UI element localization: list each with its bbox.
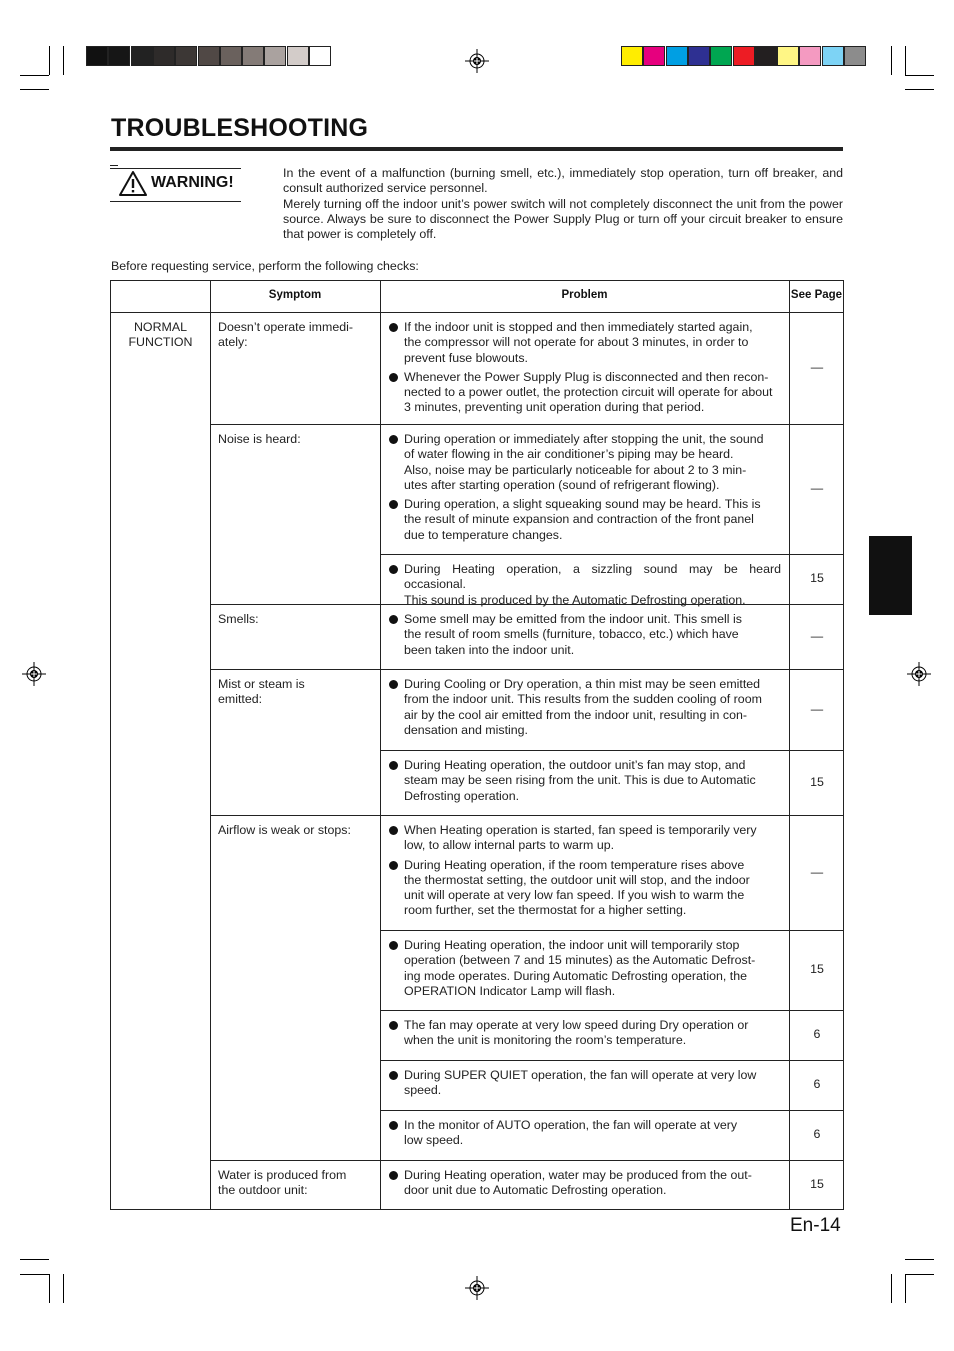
problem-bullet xyxy=(404,612,781,658)
see-page-value: 15 xyxy=(810,962,824,976)
text-line: NORMAL xyxy=(133,320,187,334)
text-line: During Heating operation, water may be produced from the out- xyxy=(404,1168,752,1182)
warning-text xyxy=(283,166,843,242)
text-line: room further, set the thermostat for a higher setting. xyxy=(404,903,687,918)
color-swatch xyxy=(799,46,821,66)
problem-bullet xyxy=(404,497,781,543)
color-swatch xyxy=(287,46,309,66)
bullet-dot-icon xyxy=(389,1071,398,1080)
problem-row-divider xyxy=(380,554,844,555)
text-line: 3 minutes, preventing unit operation during that period. xyxy=(404,400,705,415)
problem-bullet xyxy=(404,432,781,493)
text-line: low speed. xyxy=(404,1133,464,1148)
problem-bullet xyxy=(404,677,781,738)
symptom-row-divider xyxy=(210,815,844,816)
text-line: During SUPER QUIET operation, the fan will operate at very low xyxy=(404,1068,757,1082)
symptom-cell xyxy=(218,1168,378,1199)
text-line: nected to a power outlet, the protection circuit will operate for about xyxy=(404,385,773,400)
bullet-dot-icon xyxy=(389,615,398,624)
header-problem: Problem xyxy=(561,289,608,301)
see-page-value: — xyxy=(810,701,824,716)
color-swatch xyxy=(688,46,710,66)
text-line: the result of room smells (furniture, tobacco, etc.) which have xyxy=(404,627,739,642)
see-page-value: — xyxy=(810,628,824,643)
bullet-dot-icon xyxy=(389,941,398,950)
symptom-row-divider xyxy=(210,424,844,425)
text-line: when the unit is monitoring the room’s temperature. xyxy=(404,1033,687,1048)
color-swatch xyxy=(220,46,242,66)
troubleshooting-table xyxy=(110,280,844,1210)
problem-bullet xyxy=(404,370,781,416)
registration-mark-icon xyxy=(465,1276,489,1300)
bullet-dot-icon xyxy=(389,1171,398,1180)
header-divider xyxy=(111,312,844,313)
text-line: the compressor will not operate for about 3 minutes, in order to xyxy=(404,335,749,350)
see-page-value: 6 xyxy=(813,1127,821,1141)
color-swatch xyxy=(175,46,197,66)
color-swatch xyxy=(153,46,175,66)
text-line: the outdoor unit: xyxy=(218,1183,308,1198)
bullet-dot-icon xyxy=(389,1121,398,1130)
column-divider xyxy=(380,281,381,1210)
see-page-value: — xyxy=(810,360,824,374)
category-label xyxy=(111,320,210,351)
text-line: Noise is heard: xyxy=(218,432,301,446)
text-line: Airflow is weak or stops: xyxy=(218,823,351,837)
see-page-value: — xyxy=(810,481,824,495)
text-line: the thermostat setting, the outdoor unit will stop, and the indoor xyxy=(404,872,750,887)
text-line: steam may be seen rising from the unit. This is due to Automatic xyxy=(404,773,756,788)
color-swatch xyxy=(755,46,777,66)
page-number: En-14 xyxy=(790,1215,841,1236)
text-line: of water flowing in the air conditioner’s piping may be heard. xyxy=(404,447,734,462)
bullet-dot-icon xyxy=(389,435,398,444)
color-swatch xyxy=(198,46,220,66)
text-line: densation and misting. xyxy=(404,722,528,737)
text-line: from the indoor unit. This results from the sudden cooling of room xyxy=(404,692,762,707)
see-page-value: — xyxy=(810,864,824,879)
color-swatch xyxy=(666,46,688,66)
color-swatch xyxy=(86,46,108,66)
bullet-dot-icon xyxy=(389,826,398,835)
color-swatch xyxy=(264,46,286,66)
problem-bullet xyxy=(404,1068,781,1099)
text-line: Smells: xyxy=(218,612,259,626)
problem-bullet xyxy=(404,758,781,804)
bullet-dot-icon xyxy=(389,323,398,332)
see-page-value: 15 xyxy=(810,774,824,789)
column-divider xyxy=(210,281,211,1210)
text-line: unit will operate at very low fan speed. If you wish to warm the xyxy=(404,888,745,903)
problem-row-divider xyxy=(380,1110,844,1111)
column-divider xyxy=(789,281,790,1210)
text-line: During operation, a slight squeaking sound may be heard. This is xyxy=(404,497,761,512)
color-swatch xyxy=(309,46,331,66)
text-line: Mist or steam is xyxy=(218,677,305,691)
color-swatch xyxy=(242,46,264,66)
bullet-dot-icon xyxy=(389,761,398,770)
text-line: When Heating operation is started, fan speed is temporarily very xyxy=(404,823,757,837)
text-line: Defrosting operation. xyxy=(404,788,520,803)
color-swatch xyxy=(108,46,130,66)
problem-bullet xyxy=(404,938,781,999)
warning-triangle-icon xyxy=(118,170,148,197)
text-line: been taken into the indoor unit. xyxy=(404,642,575,657)
bullet-dot-icon xyxy=(389,680,398,689)
see-page-value: 6 xyxy=(813,1077,821,1091)
symptom-cell xyxy=(218,677,378,708)
problem-bullet xyxy=(404,1168,781,1199)
problem-bullet xyxy=(404,823,781,854)
text-line: During Heating operation, if the room temperature rises above xyxy=(404,857,745,872)
problem-bullet xyxy=(404,1018,781,1049)
header-symptom: Symptom xyxy=(268,289,322,301)
registration-mark-icon xyxy=(22,662,46,686)
warning-tick xyxy=(110,165,118,166)
text-line: prevent fuse blowouts. xyxy=(404,350,528,365)
text-line: If the indoor unit is stopped and then immediately started again, xyxy=(404,320,753,334)
text-line: The fan may operate at very low speed during Dry operation or xyxy=(404,1018,749,1032)
text-line: air by the cool air emitted from the indoor unit, resulting in con- xyxy=(404,707,747,722)
text-line: During Heating operation, the outdoor unit’s fan may stop, and xyxy=(404,758,746,772)
text-line: ately: xyxy=(218,335,248,350)
title-rule xyxy=(110,147,843,151)
text-line: Some smell may be emitted from the indoor unit. This smell is xyxy=(404,612,742,626)
problem-row-divider xyxy=(380,750,844,751)
text-line: This sound is produced by the Automatic Defrosting operation. xyxy=(404,592,746,607)
symptom-cell xyxy=(218,823,378,838)
symptom-cell xyxy=(218,320,378,351)
text-line: low, to allow internal parts to warm up. xyxy=(404,838,615,853)
problem-row-divider xyxy=(380,930,844,931)
bullet-dot-icon xyxy=(389,861,398,870)
warning-paragraph: Merely turning off the indoor unit’s power switch will not completely disconnect the unit from the power source. Always be sure to disconnect the Power Supply Plug or turn off your circuit breaker to ensure that power is completely off. xyxy=(283,196,843,242)
text-line: During Heating operation, a sizzling sound may be heard occasional. xyxy=(404,562,781,592)
intro-text: Before requesting service, perform the following checks: xyxy=(111,259,419,273)
bullet-dot-icon xyxy=(389,565,398,574)
problem-row-divider xyxy=(380,1010,844,1011)
text-line: operation (between 7 and 15 minutes) as the Automatic Defrost- xyxy=(404,953,756,968)
text-line: utes after starting operation (sound of refrigerant flowing). xyxy=(404,477,720,492)
color-swatch xyxy=(844,46,866,66)
text-line: During operation or immediately after stopping the unit, the sound xyxy=(404,432,764,446)
color-swatch xyxy=(643,46,665,66)
see-page-value: 15 xyxy=(810,1177,824,1191)
problem-bullet xyxy=(404,320,781,366)
header-see-page: See Page xyxy=(790,289,843,301)
symptom-row-divider xyxy=(210,1160,844,1161)
text-line: door unit due to Automatic Defrosting operation. xyxy=(404,1183,667,1198)
problem-bullet xyxy=(404,562,781,608)
color-swatch xyxy=(822,46,844,66)
section-side-tab xyxy=(869,536,912,615)
text-line: In the monitor of AUTO operation, the fan will operate at very xyxy=(404,1118,738,1132)
see-page-value: 6 xyxy=(813,1027,821,1041)
text-line: due to temperature changes. xyxy=(404,527,563,542)
problem-bullet xyxy=(404,1118,781,1149)
text-line: FUNCTION xyxy=(128,335,193,350)
registration-mark-icon xyxy=(907,662,931,686)
text-line: ing mode operates. During Automatic Defrosting operation, the xyxy=(404,968,748,983)
symptom-cell xyxy=(218,432,378,447)
text-line: During Cooling or Dry operation, a thin mist may be seen emitted xyxy=(404,677,761,691)
registration-mark-icon xyxy=(465,49,489,73)
color-swatch xyxy=(621,46,643,66)
symptom-row-divider xyxy=(210,669,844,670)
warning-paragraph: In the event of a malfunction (burning smell, etc.), immediately stop operation, turn off breaker, and consult authorized service personnel. xyxy=(283,166,843,196)
page-title: TROUBLESHOOTING xyxy=(111,114,369,142)
problem-bullet xyxy=(404,858,781,919)
color-swatch xyxy=(733,46,755,66)
text-line: During Heating operation, the indoor unit will temporarily stop xyxy=(404,938,740,952)
bullet-dot-icon xyxy=(389,500,398,509)
text-line: the result of minute expansion and contraction of the front panel xyxy=(404,512,754,527)
text-line: OPERATION Indicator Lamp will flash. xyxy=(404,983,616,998)
text-line: Water is produced from xyxy=(218,1168,347,1182)
warning-label: WARNING! xyxy=(151,174,234,191)
problem-row-divider xyxy=(380,1060,844,1061)
bullet-dot-icon xyxy=(389,1021,398,1030)
text-line: Doesn’t operate immedi- xyxy=(218,320,353,334)
bullet-dot-icon xyxy=(389,373,398,382)
color-swatch xyxy=(710,46,732,66)
symptom-cell xyxy=(218,612,378,627)
text-line: emitted: xyxy=(218,692,263,707)
text-line: Whenever the Power Supply Plug is disconnected and then recon- xyxy=(404,369,769,384)
text-line: Also, noise may be particularly noticeable for about 2 to 3 min- xyxy=(404,462,747,477)
color-swatch xyxy=(777,46,799,66)
color-swatch xyxy=(131,46,153,66)
text-line: speed. xyxy=(404,1083,442,1098)
see-page-value: 15 xyxy=(810,571,824,585)
